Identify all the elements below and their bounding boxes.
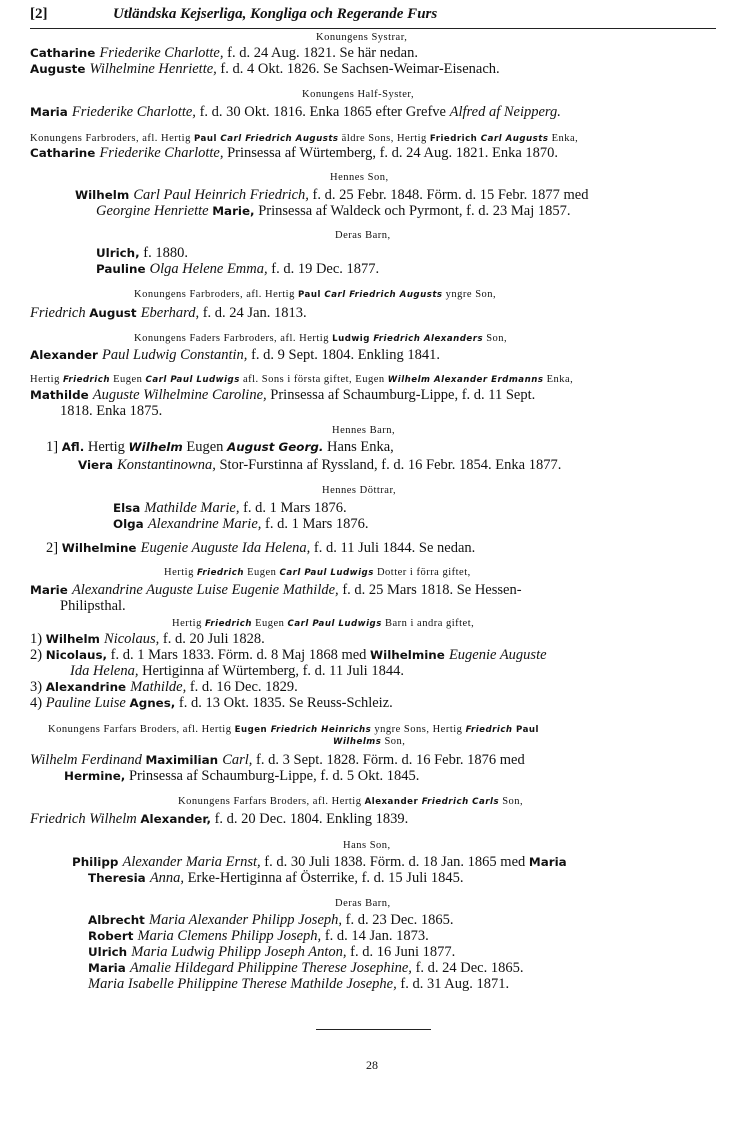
entry-line bbox=[72, 855, 567, 870]
section-heading bbox=[333, 737, 405, 748]
text-run: Wilhelm bbox=[45, 632, 105, 646]
text-run: Wilhelm Ferdinand bbox=[30, 752, 146, 768]
text-run: Carl Paul Ludwigs bbox=[145, 375, 240, 385]
text-run: Alexander Maria Ernst, bbox=[122, 854, 261, 870]
text-run: Friedrich bbox=[465, 725, 513, 735]
text-run: Wilhelm Alexander Erdmanns bbox=[387, 375, 544, 385]
section-heading bbox=[332, 426, 395, 437]
text-run: Nicolaus, bbox=[104, 631, 160, 647]
text-run: Enka, bbox=[548, 133, 579, 144]
entry-line bbox=[30, 46, 418, 61]
text-run: Carl Friedrich Augusts bbox=[220, 134, 339, 144]
text-run: f. d. 25 Mars 1818. Se Hessen- bbox=[338, 582, 522, 598]
text-run: Alexandrine bbox=[45, 680, 131, 694]
text-run: 4) bbox=[30, 695, 46, 711]
text-run: Philipsthal. bbox=[60, 598, 126, 614]
text-run: Theresia bbox=[88, 871, 150, 885]
text-run: Enka, bbox=[543, 374, 574, 385]
text-run: Ludwig bbox=[332, 334, 374, 344]
entry-line bbox=[30, 348, 440, 363]
section-heading bbox=[343, 841, 391, 852]
text-run: yngre Son, bbox=[442, 289, 497, 300]
entry-line bbox=[96, 204, 570, 219]
text-run: Stor-Furstinna af Ryssland, f. d. 16 Febr. 1854. Enka 1877. bbox=[215, 457, 562, 473]
section-heading bbox=[164, 568, 471, 579]
text-run: Friederike Charlotte, bbox=[99, 45, 224, 61]
entry-line bbox=[30, 388, 535, 403]
text-run: Nicolaus, bbox=[45, 648, 108, 662]
entry-line bbox=[46, 440, 394, 455]
text-run: f. d. 24 Aug. 1821. Se här nedan. bbox=[223, 45, 418, 61]
text-run: yngre Sons, Hertig bbox=[371, 724, 466, 735]
section-heading bbox=[48, 725, 539, 736]
text-run: f. d. 23 Dec. 1865. bbox=[342, 912, 454, 928]
text-run: Agnes, bbox=[129, 696, 176, 710]
text-run: f. d. 16 Dec. 1829. bbox=[186, 679, 298, 695]
text-run: f. 1880. bbox=[139, 245, 188, 261]
text-run: Wilhelm bbox=[128, 440, 183, 454]
text-run: Alexandrine Auguste Luise Eugenie Mathilde, bbox=[71, 582, 339, 598]
text-run: Ida Helena, bbox=[70, 663, 139, 679]
text-run: Hennes Döttrar, bbox=[322, 485, 397, 496]
text-run: Maria Ludwig Philipp Joseph Anton, bbox=[131, 944, 347, 960]
text-run: Carl Paul Ludwigs bbox=[279, 568, 374, 578]
section-heading bbox=[30, 375, 573, 386]
text-run: Prinsessa af Würtemberg, f. d. 24 Aug. 1821. Enka 1870. bbox=[223, 145, 559, 161]
text-run: Carl Friedrich Augusts bbox=[324, 290, 443, 300]
section-heading bbox=[134, 334, 507, 345]
text-run: f. d. 9 Sept. 1804. Enkling 1841. bbox=[247, 347, 440, 363]
entry-line bbox=[30, 696, 393, 711]
text-run: Hertig bbox=[30, 374, 63, 385]
text-run: Wilhelm bbox=[75, 188, 134, 202]
text-run: 1) bbox=[30, 631, 46, 647]
entry-line bbox=[88, 929, 429, 944]
text-run: f. d. 14 Jan. 1873. bbox=[321, 928, 429, 944]
text-run: f. d. 25 Febr. 1848. Förm. d. 15 Febr. 1877 med bbox=[308, 187, 589, 203]
text-run: Alexander bbox=[30, 348, 102, 362]
entry-line bbox=[70, 664, 404, 679]
entry-line bbox=[75, 188, 588, 203]
header-rule bbox=[30, 28, 716, 29]
text-run: Friedrich bbox=[62, 375, 110, 385]
text-run: Friedrich Wilhelm bbox=[30, 811, 141, 827]
text-run: Paul bbox=[193, 134, 221, 144]
text-run: Prinsessa af Waldeck och Pyrmont, f. d. 23 Maj 1857. bbox=[254, 203, 571, 219]
text-run: Konungens Farfars Broders, afl. Hertig bbox=[178, 796, 365, 807]
entry-line bbox=[78, 458, 561, 473]
text-run: Marie, bbox=[212, 204, 255, 218]
text-run: Hertiginna af Würtemberg, f. d. 11 Juli 1844. bbox=[138, 663, 404, 679]
text-run: Carl Augusts bbox=[480, 134, 549, 144]
text-run: Eugenie Auguste Ida Helena, bbox=[140, 540, 311, 556]
entry-line bbox=[30, 62, 500, 77]
text-run: Friedrich Carls bbox=[421, 797, 500, 807]
section-heading bbox=[330, 173, 389, 184]
section-heading bbox=[316, 33, 407, 44]
text-run: August Georg. bbox=[227, 440, 324, 454]
text-run: Ulrich bbox=[88, 945, 132, 959]
entry-line bbox=[96, 262, 379, 277]
text-run: Friedrich bbox=[429, 134, 481, 144]
text-run: Albrecht bbox=[88, 913, 149, 927]
text-run: 1] bbox=[46, 439, 62, 455]
text-run: Carl Paul Heinrich Friedrich, bbox=[133, 187, 309, 203]
entry-line bbox=[30, 680, 298, 695]
text-run: Barn i andra giftet, bbox=[381, 618, 475, 629]
text-run: f. d. 30 Okt. 1816. Enka 1865 efter Grefve bbox=[195, 104, 450, 120]
entry-line bbox=[113, 517, 369, 532]
text-run: Marie bbox=[30, 583, 72, 597]
text-run: f. d. 1 Mars 1876. bbox=[261, 516, 369, 532]
text-run: Friedrich bbox=[204, 619, 252, 629]
entry-line bbox=[113, 501, 347, 516]
footer-rule bbox=[316, 1029, 431, 1030]
text-run: Alfred af Neipperg. bbox=[449, 104, 561, 120]
text-run: Alexander, bbox=[140, 812, 211, 826]
entry-line bbox=[60, 404, 162, 419]
text-run: Elsa bbox=[113, 501, 145, 515]
text-run: Hermine, bbox=[64, 769, 126, 783]
text-run: Paul Ludwig Constantin, bbox=[102, 347, 248, 363]
text-run: Maria Alexander Philipp Joseph, bbox=[148, 912, 343, 928]
text-run: Konungens Faders Farbroders, afl. Hertig bbox=[134, 333, 333, 344]
text-run: Konungens Farbroders, afl. Hertig bbox=[30, 133, 194, 144]
text-run: f. d. 31 Aug. 1871. bbox=[396, 976, 510, 992]
text-run: Hans Enka, bbox=[323, 439, 394, 455]
text-run: 3) bbox=[30, 679, 46, 695]
text-run: Eugen bbox=[234, 725, 271, 735]
text-run: Eugen bbox=[251, 618, 288, 629]
text-run: Auguste bbox=[30, 62, 90, 76]
text-run: Maria Isabelle Philippine Therese Mathilde Josephe, bbox=[88, 976, 397, 992]
text-run: Maria Clemens Philipp Joseph, bbox=[137, 928, 322, 944]
text-run: 1818. Enka 1875. bbox=[60, 403, 163, 419]
text-run: Ulrich, bbox=[96, 246, 140, 260]
text-run: Hertig bbox=[84, 439, 129, 455]
text-run: Hertig bbox=[164, 567, 197, 578]
text-run: Konungens Systrar, bbox=[316, 32, 408, 43]
text-run: Auguste Wilhelmine Caroline, bbox=[92, 387, 267, 403]
text-run: f. d. 30 Juli 1838. Förm. d. 18 Jan. 1865 med bbox=[260, 854, 529, 870]
text-run: 2] bbox=[46, 540, 62, 556]
section-heading bbox=[134, 290, 496, 301]
entry-line bbox=[88, 961, 523, 976]
text-run: Paul bbox=[297, 290, 325, 300]
entry-line bbox=[30, 583, 522, 598]
entry-line bbox=[88, 977, 509, 992]
text-run: Eugen bbox=[109, 374, 146, 385]
text-run: Paul bbox=[512, 725, 539, 735]
text-run: Viera bbox=[78, 458, 118, 472]
entry-line bbox=[88, 945, 455, 960]
text-run: f. d. 24 Jan. 1813. bbox=[199, 305, 307, 321]
text-run: Mathilde bbox=[30, 388, 93, 402]
text-run: Prinsessa af Schaumburg-Lippe, f. d. 5 Okt. 1845. bbox=[125, 768, 420, 784]
text-run: Amalie Hildegard Philippine Therese Josephine, bbox=[129, 960, 412, 976]
text-run: Mathilde Marie, bbox=[144, 500, 240, 516]
entry-line bbox=[64, 769, 419, 784]
entry-line bbox=[60, 599, 126, 614]
text-run: Alexander bbox=[364, 797, 422, 807]
section-heading bbox=[30, 134, 578, 145]
text-run: Friedrich bbox=[196, 568, 244, 578]
text-run: Pauline Luise bbox=[45, 695, 130, 711]
text-run: Konstantinowna, bbox=[117, 457, 216, 473]
section-heading bbox=[335, 899, 391, 910]
entry-line bbox=[30, 306, 307, 321]
entry-line bbox=[30, 146, 558, 161]
text-run: Catharine bbox=[30, 146, 100, 160]
text-run: Friedrich bbox=[30, 305, 90, 321]
entry-line bbox=[30, 812, 408, 827]
entry-line bbox=[46, 541, 475, 556]
text-run: f. d. 1 Mars 1833. Förm. d. 8 Maj 1868 med bbox=[107, 647, 371, 663]
text-run: afl. Sons i första giftet, Eugen bbox=[239, 374, 388, 385]
text-run: Mathilde, bbox=[130, 679, 187, 695]
text-run: Carl Paul Ludwigs bbox=[287, 619, 382, 629]
text-run: Friederike Charlotte, bbox=[71, 104, 196, 120]
text-run: Maria bbox=[528, 855, 567, 869]
section-heading bbox=[335, 231, 391, 242]
text-run: f. d. 24 Dec. 1865. bbox=[411, 960, 524, 976]
text-run: Catharine bbox=[30, 46, 100, 60]
text-run: Philipp bbox=[72, 855, 123, 869]
text-run: 2) bbox=[30, 647, 46, 663]
text-run: Hans Son, bbox=[343, 840, 391, 851]
text-run: Eugen bbox=[182, 439, 228, 455]
text-run: Konungens Farfars Broders, afl. Hertig bbox=[48, 724, 235, 735]
entry-line bbox=[30, 648, 547, 663]
entry-line bbox=[88, 871, 464, 886]
section-heading bbox=[322, 486, 396, 497]
text-run: Wilhelmine Henriette, bbox=[89, 61, 217, 77]
page-number: 28 bbox=[366, 1058, 378, 1072]
text-run: Robert bbox=[88, 929, 138, 943]
page-bracket-number: [2] bbox=[30, 6, 48, 22]
text-run: Pauline bbox=[96, 262, 150, 276]
text-run: Olga bbox=[113, 517, 148, 531]
entry-line bbox=[30, 105, 561, 120]
running-title: Utländska Kejserliga, Kongliga och Regerande Furs bbox=[113, 6, 438, 22]
text-run: Maria bbox=[88, 961, 130, 975]
text-run: f. d. 11 Juli 1844. Se nedan. bbox=[310, 540, 476, 556]
text-run: Son, bbox=[381, 736, 406, 747]
text-run: Olga Helene Emma, bbox=[149, 261, 268, 277]
text-run: Friedrich Alexanders bbox=[373, 334, 484, 344]
text-run: Carl, bbox=[222, 752, 253, 768]
text-run: Hertig bbox=[172, 618, 205, 629]
section-heading bbox=[178, 797, 523, 808]
text-run: Georgine Henriette bbox=[96, 203, 213, 219]
text-run: f. d. 19 Dec. 1877. bbox=[267, 261, 380, 277]
text-run: Hennes Barn, bbox=[332, 425, 396, 436]
text-run: Maria bbox=[30, 105, 72, 119]
text-run: August bbox=[89, 306, 141, 320]
text-run: Son, bbox=[499, 796, 524, 807]
text-run: Eberhard, bbox=[140, 305, 200, 321]
text-run: f. d. 3 Sept. 1828. Förm. d. 16 Febr. 1876 med bbox=[252, 752, 525, 768]
text-run: f. d. 13 Okt. 1835. Se Reuss-Schleiz. bbox=[175, 695, 393, 711]
text-run: Konungens Half-Syster, bbox=[302, 89, 415, 100]
text-run: Anna, bbox=[149, 870, 185, 886]
text-run: Son, bbox=[483, 333, 508, 344]
text-run: f. d. 20 Dec. 1804. Enkling 1839. bbox=[210, 811, 409, 827]
entry-line bbox=[96, 246, 188, 261]
section-heading bbox=[172, 619, 474, 630]
entry-line bbox=[30, 632, 265, 647]
text-run: f. d. 16 Juni 1877. bbox=[346, 944, 456, 960]
text-run: Wilhelms bbox=[333, 737, 382, 747]
text-run: Afl. bbox=[61, 440, 85, 454]
text-run: f. d. 20 Juli 1828. bbox=[159, 631, 265, 647]
text-run: Wilhelmine bbox=[370, 648, 449, 662]
section-heading bbox=[302, 90, 414, 101]
text-run: Erke-Hertiginna af Österrike, f. d. 15 Juli 1845. bbox=[184, 870, 464, 886]
entry-line bbox=[30, 753, 525, 768]
entry-line bbox=[88, 913, 454, 928]
text-run: Dotter i förra giftet, bbox=[373, 567, 471, 578]
text-run: Maximilian bbox=[145, 753, 223, 767]
text-run: Hennes Son, bbox=[330, 172, 389, 183]
text-run: äldre Sons, Hertig bbox=[338, 133, 430, 144]
text-run: f. d. 4 Okt. 1826. Se Sachsen-Weimar-Eisenach. bbox=[216, 61, 500, 77]
text-run: Deras Barn, bbox=[335, 230, 391, 241]
text-run: Eugen bbox=[243, 567, 280, 578]
text-run: Konungens Farbroders, afl. Hertig bbox=[134, 289, 298, 300]
text-run: f. d. 1 Mars 1876. bbox=[239, 500, 347, 516]
text-run: Wilhelmine bbox=[61, 541, 141, 555]
text-run: Friederike Charlotte, bbox=[99, 145, 224, 161]
text-run: Eugenie Auguste bbox=[448, 647, 547, 663]
text-run: Deras Barn, bbox=[335, 898, 391, 909]
text-run: Friedrich Heinrichs bbox=[270, 725, 372, 735]
text-run: Alexandrine Marie, bbox=[147, 516, 262, 532]
text-run: Prinsessa af Schaumburg-Lippe, f. d. 11 Sept. bbox=[266, 387, 536, 403]
